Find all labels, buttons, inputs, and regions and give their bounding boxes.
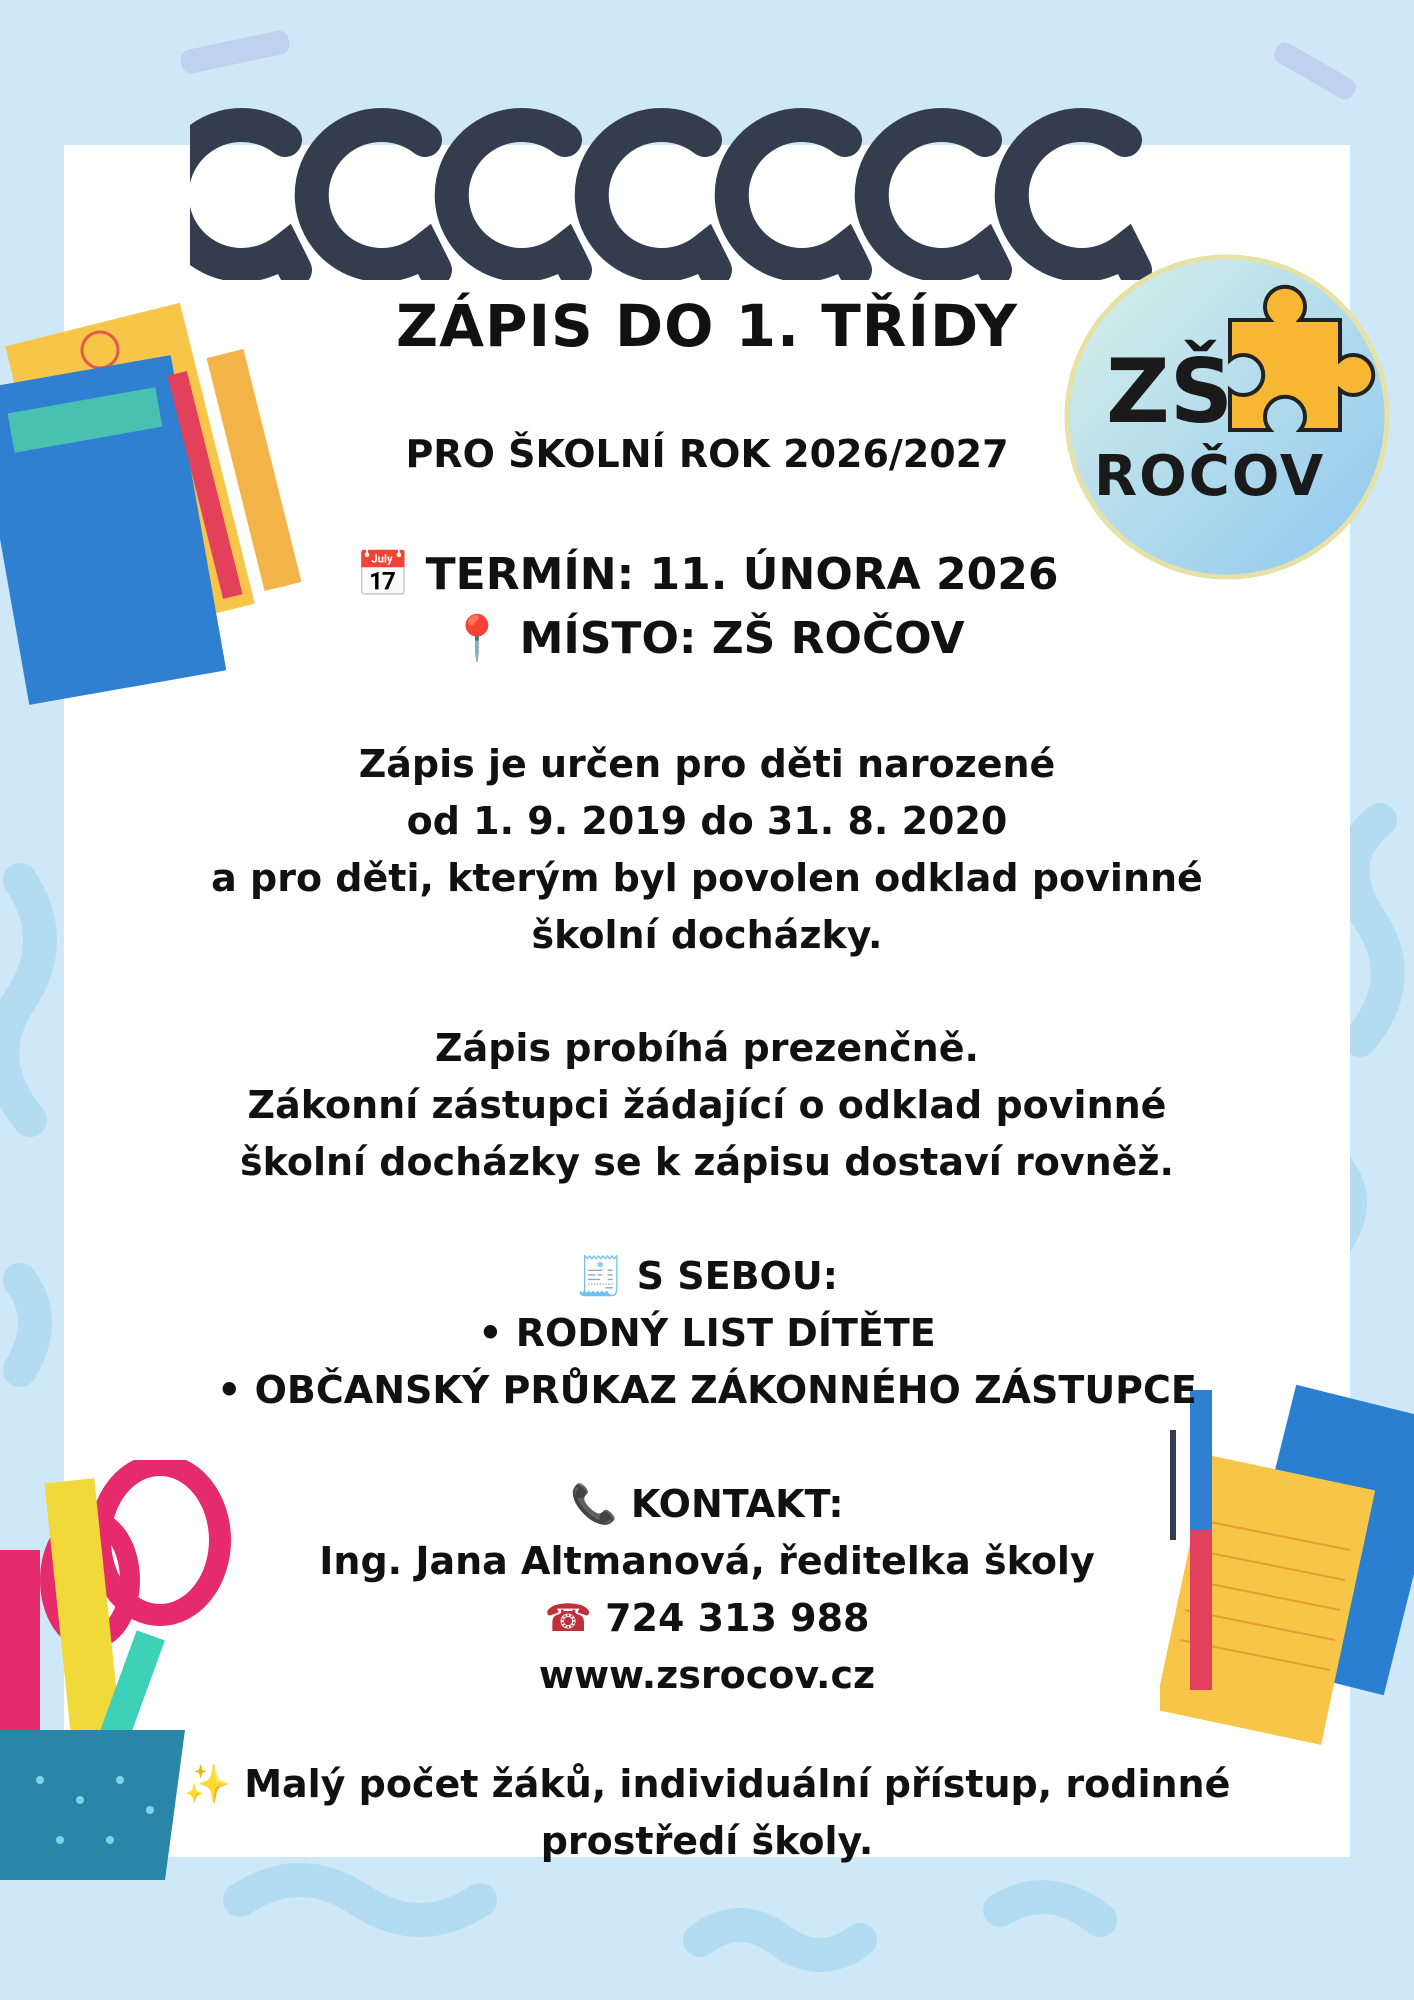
sparkle-icon: ✨ — [183, 1762, 231, 1806]
kontakt-section — [64, 1476, 1350, 1704]
procedure-line: Zápis probíhá prezenčně. — [435, 1026, 979, 1070]
sebou-section — [64, 1248, 1350, 1419]
slogan-line: prostředí školy. — [540, 1819, 874, 1863]
phone-icon: 📞 — [570, 1482, 618, 1526]
kontakt-heading — [64, 1476, 1350, 1533]
slogan-line — [64, 1756, 1350, 1813]
kontakt-phone[interactable] — [64, 1590, 1350, 1647]
eligibility-line: a pro děti, kterým byl povolen odklad povinné — [211, 856, 1203, 900]
sebou-heading — [64, 1248, 1350, 1305]
kontakt-phone-number: 724 313 988 — [605, 1596, 870, 1640]
page-subtitle: PRO ŠKOLNÍ ROK 2026/2027 — [405, 432, 1009, 476]
procedure-paragraph — [64, 1020, 1350, 1191]
slogan-text: Malý počet žáků, individuální přístup, rodinné — [244, 1762, 1231, 1806]
kontakt-website-link[interactable]: www.zsrocov.cz — [538, 1653, 876, 1697]
logo-text-rocov: ROČOV — [1094, 444, 1326, 509]
misto-line — [64, 612, 1350, 664]
termin-line — [64, 548, 1350, 600]
sebou-item: • RODNÝ LIST DÍTĚTE — [478, 1311, 936, 1355]
kontakt-person: Ing. Jana Altmanová, ředitelka školy — [319, 1539, 1095, 1583]
pin-icon: 📍 — [449, 613, 505, 664]
notebook-rings — [190, 80, 1190, 280]
eligibility-line: od 1. 9. 2019 do 31. 8. 2020 — [406, 799, 1008, 843]
misto-text: MÍSTO: ZŠ ROČOV — [519, 613, 965, 664]
slogan — [64, 1756, 1350, 1870]
termin-text: TERMÍN: 11. ÚNORA 2026 — [425, 549, 1059, 600]
procedure-line: školní docházky se k zápisu dostaví rovněž. — [240, 1140, 1174, 1184]
telephone-icon: ☎ — [544, 1596, 592, 1640]
eligibility-paragraph — [64, 736, 1350, 964]
procedure-line: Zákonní zástupci žádající o odklad povinné — [247, 1083, 1167, 1127]
logo-text-zs: ZŠ — [1106, 340, 1234, 443]
calendar-icon: 📅 — [355, 549, 411, 600]
kontakt-heading-text: KONTAKT: — [630, 1482, 844, 1526]
sebou-item: • OBČANSKÝ PRŮKAZ ZÁKONNÉHO ZÁSTUPCE — [217, 1368, 1197, 1412]
page-title: ZÁPIS DO 1. TŘÍDY — [396, 292, 1018, 360]
eligibility-line: školní docházky. — [531, 913, 883, 957]
eligibility-line: Zápis je určen pro děti narozené — [358, 742, 1056, 786]
sebou-heading-text: S SEBOU: — [636, 1254, 838, 1298]
document-icon: 🧾 — [576, 1254, 624, 1298]
